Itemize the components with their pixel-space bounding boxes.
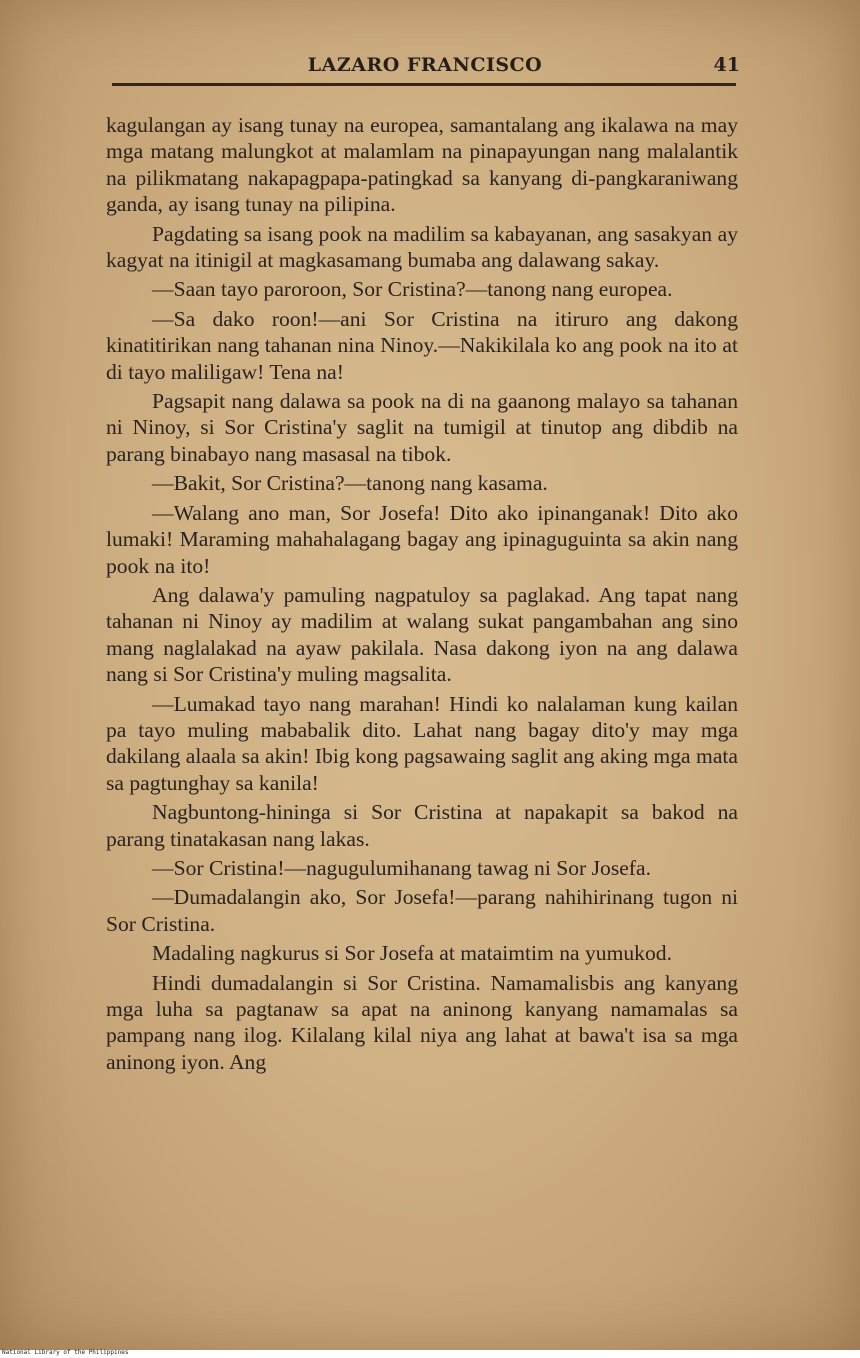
footer-credit-bar xyxy=(0,1350,860,1358)
paragraph-6: —Bakit, Sor Cristina?—tanong nang kasama. xyxy=(152,471,548,496)
page-number: 41 xyxy=(713,54,740,76)
header-rule xyxy=(112,83,736,86)
paragraph-13: Madaling nagkurus si Sor Josefa at mataimtim na yumukod. xyxy=(152,941,672,966)
footer-credit: National Library of the Philippines xyxy=(2,1349,129,1356)
paragraph-14: Hindi dumadalangin si Sor Cristina. Namamalisbis ang kanyang mga luha sa pagtanaw sa apat na aninong kanyang namamalas sa pampang nang ilog. Kilalang kilal niya ang lahat at bawa't isa sa mga aninong iyon. Ang xyxy=(106,970,738,1074)
body-text xyxy=(106,112,738,1078)
page-header xyxy=(110,52,740,86)
paragraph-1: kagulangan ay isang tunay na europea, samantalang ang ikalawa na may mga matang malungkot at malamlam na pinapayungan nang malalantik na pilikmatang nakapagpapa-patingkad sa kanyang di-pangkaraniwang ganda, ay isang tunay na pilipina. xyxy=(106,113,738,217)
paragraph-5: Pagsapit nang dalawa sa pook na di na gaanong malayo sa tahanan ni Ninoy, si Sor Cristina'y saglit na tumigil at tinutop ang dibdib na parang binabayo nang masasal na tibok. xyxy=(106,389,738,466)
paragraph-10: Nagbuntong-hininga si Sor Cristina at napakapit sa bakod na parang tinatakasan nang lakas. xyxy=(106,800,738,851)
paragraph-4: —Sa dako roon!—ani Sor Cristina na itiruro ang dakong kinatitirikan nang tahanan nina Ninoy.—Nakikilala ko ang pook na ito at di tayo maliligaw! Tena na! xyxy=(106,306,738,384)
paragraph-3: —Saan tayo paroroon, Sor Cristina?—tanong nang europea. xyxy=(152,277,673,302)
paragraph-8: Ang dalawa'y pamuling nagpatuloy sa paglakad. Ang tapat nang tahanan ni Ninoy ay madilim at walang sukat pangambahan ang sino mang naglalakad na ayaw pakilala. Nasa dakong iyon na ang dalawa nang si Sor Cristina'y muling magsalita. xyxy=(106,582,738,687)
paragraph-9: —Lumakad tayo nang marahan! Hindi ko nalalaman kung kailan pa tayo muling mababalik dito. Lahat nang bagay dito'y may mga dakilang alaala sa akin! Ibig kong pagsawaing saglit ang aking mga mata sa pagtunghay sa kanila! xyxy=(106,691,738,795)
running-head: LAZARO FRANCISCO xyxy=(307,54,543,76)
paragraph-7: —Walang ano man, Sor Josefa! Dito ako ipinanganak! Dito ako lumaki! Maraming mahahalagang bagay ang ipinaguguinta sa akin nang pook na ito! xyxy=(106,500,738,578)
paragraph-12: —Dumadalangin ako, Sor Josefa!—parang nahihirinang tugon ni Sor Cristina. xyxy=(106,885,738,936)
paragraph-11: —Sor Cristina!—nagugulumihanang tawag ni Sor Josefa. xyxy=(152,855,651,880)
paragraph-2: Pagdating sa isang pook na madilim sa kabayanan, ang sasakyan ay kagyat na itinigil at magkasamang bumaba ang dalawang sakay. xyxy=(106,221,738,273)
